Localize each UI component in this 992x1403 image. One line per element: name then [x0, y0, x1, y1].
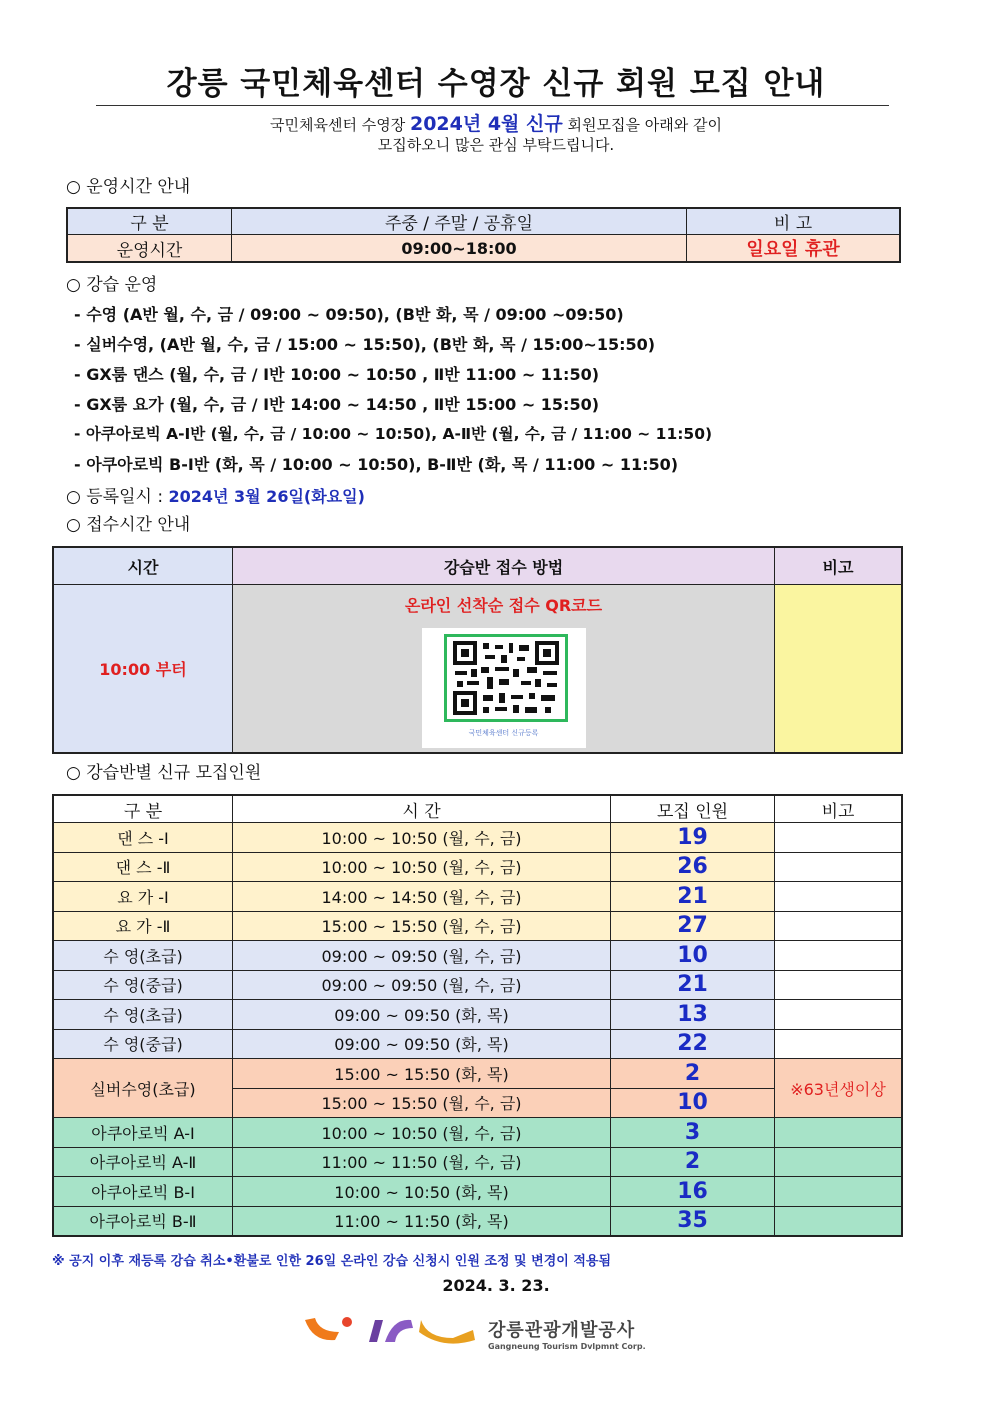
hours-note: 일요일 휴관	[687, 235, 901, 263]
qr-card[interactable]	[422, 628, 586, 748]
table-row	[53, 823, 902, 853]
class-time: 09:00 ~ 09:50 (월, 수, 금)	[233, 970, 611, 1000]
class-name: 댄 스 -Ⅱ	[53, 852, 233, 882]
class-name: 아쿠아로빅 A-Ⅱ	[53, 1147, 233, 1177]
intro-pre: 국민체육센터 수영장	[270, 116, 410, 134]
reception-header-note: 비고	[775, 547, 903, 585]
intro-text	[0, 114, 992, 155]
footnote-text: ※ 공지 이후 재등록 강습 취소•환불로 인한 26일 온라인 강습 신청시 인원 조정 및 변경이 적용됨	[52, 1254, 612, 1269]
class-count: 26	[611, 852, 775, 882]
recruit-header-note: 비고	[775, 795, 903, 823]
registration-date: 2024년 3월 26일(화요일)	[168, 487, 365, 506]
class-name: 아쿠아로빅 B-Ⅱ	[53, 1206, 233, 1236]
company-logo-icon	[303, 1312, 483, 1348]
class-count: 21	[611, 970, 775, 1000]
class-count: 13	[611, 1000, 775, 1030]
hours-time: 09:00~18:00	[232, 235, 687, 263]
hours-label: 운영시간	[67, 235, 232, 263]
table-row	[53, 1177, 902, 1207]
reception-header-time: 시간	[53, 547, 233, 585]
class-note	[775, 823, 903, 853]
class-note	[775, 911, 903, 941]
class-count: 2	[611, 1147, 775, 1177]
class-note	[775, 941, 903, 971]
hours-header-category: 구 분	[67, 208, 232, 235]
reception-method: 온라인 선착순 접수 QR코드	[404, 596, 603, 615]
class-name: 댄 스 -Ⅰ	[53, 823, 233, 853]
class-time: 14:00 ~ 14:50 (월, 수, 금)	[233, 882, 611, 912]
class-name: 아쿠아로빅 B-Ⅰ	[53, 1177, 233, 1207]
table-row	[53, 1206, 902, 1236]
table-row	[53, 1059, 902, 1089]
class-time: 10:00 ~ 10:50 (월, 수, 금)	[233, 1118, 611, 1148]
class-count: 27	[611, 911, 775, 941]
class-count: 35	[611, 1206, 775, 1236]
table-row	[53, 1118, 902, 1148]
reception-note	[775, 585, 903, 754]
class-count: 2	[611, 1059, 775, 1089]
class-count: 16	[611, 1177, 775, 1207]
class-name: 수 영(중급)	[53, 970, 233, 1000]
table-row	[53, 1029, 902, 1059]
notice-date: 2024. 3. 23.	[442, 1276, 550, 1295]
class-time: 11:00 ~ 11:50 (화, 목)	[233, 1206, 611, 1236]
recruit-header-category: 구 분	[53, 795, 233, 823]
company-name: 강릉관광개발공사	[488, 1320, 636, 1341]
table-row	[53, 970, 902, 1000]
table-row	[53, 852, 902, 882]
class-line: - 아쿠아로빅 B-Ⅰ반 (화, 목 / 10:00 ~ 10:50), B-Ⅱ반 (화, 목 / 11:00 ~ 11:50)	[74, 455, 679, 474]
class-line: - GX룸 댄스 (월, 수, 금 / Ⅰ반 10:00 ~ 10:50 , Ⅱ반 11:00 ~ 11:50)	[74, 365, 600, 384]
footnote	[52, 1250, 611, 1269]
class-note	[775, 1177, 903, 1207]
table-row	[53, 911, 902, 941]
class-time: 15:00 ~ 15:50 (월, 수, 금)	[233, 1088, 611, 1118]
recruit-header-count: 모집 인원	[611, 795, 775, 823]
class-name: 요 가 -Ⅰ	[53, 882, 233, 912]
silver-note: ※63년생이상	[775, 1059, 903, 1118]
class-line: - 실버수영, (A반 월, 수, 금 / 15:00 ~ 15:50), (B반 화, 목 / 15:00~15:50)	[74, 335, 656, 354]
registration-label: ○ 등록일시 :	[66, 487, 169, 507]
reception-table	[52, 546, 903, 754]
class-count: 10	[611, 1088, 775, 1118]
class-time: 09:00 ~ 09:50 (월, 수, 금)	[233, 941, 611, 971]
section-reception-heading: ○ 접수시간 안내	[66, 515, 191, 535]
class-time: 15:00 ~ 15:50 (월, 수, 금)	[233, 911, 611, 941]
page-title: 강릉 국민체육센터 수영장 신규 회원 모집 안내	[166, 66, 826, 102]
reception-time: 10:00 부터	[53, 585, 233, 754]
class-count: 19	[611, 823, 775, 853]
intro-line2: 모집하오니 많은 관심 부탁드립니다.	[377, 136, 615, 154]
title-divider	[96, 105, 889, 106]
class-note	[775, 1029, 903, 1059]
class-note	[775, 970, 903, 1000]
class-time: 09:00 ~ 09:50 (화, 목)	[233, 1029, 611, 1059]
class-name: 수 영(초급)	[53, 1000, 233, 1030]
table-row	[53, 882, 902, 912]
class-line: - 아쿠아로빅 A-Ⅰ반 (월, 수, 금 / 10:00 ~ 10:50), A-Ⅱ반 (월, 수, 금 / 11:00 ~ 11:50)	[74, 425, 713, 443]
class-count: 3	[611, 1118, 775, 1148]
qr-code-icon	[444, 634, 568, 722]
class-line: - GX룸 요가 (월, 수, 금 / Ⅰ반 14:00 ~ 14:50 , Ⅱ반 15:00 ~ 15:50)	[74, 395, 600, 414]
class-time: 15:00 ~ 15:50 (화, 목)	[233, 1059, 611, 1089]
hours-header-note: 비 고	[687, 208, 901, 235]
company-subtitle: Gangneung Tourism Dvlpmnt Corp.	[488, 1342, 646, 1351]
hours-header-time: 주중 / 주말 / 공휴일	[232, 208, 687, 235]
class-note	[775, 1000, 903, 1030]
intro-highlight: 2024년 4월 신규	[409, 113, 563, 135]
class-time: 10:00 ~ 10:50 (월, 수, 금)	[233, 852, 611, 882]
hours-table	[66, 207, 901, 263]
class-note	[775, 1147, 903, 1177]
registration-line	[66, 482, 365, 507]
qr-caption: 국민체육센터 신규등록	[468, 729, 539, 737]
class-name: 수 영(초급)	[53, 941, 233, 971]
recruit-table	[52, 794, 903, 1237]
company-logo	[488, 1316, 646, 1351]
table-row	[53, 1147, 902, 1177]
table-row	[53, 1000, 902, 1030]
class-name: 실버수영(초급)	[53, 1059, 233, 1118]
class-time: 10:00 ~ 10:50 (화, 목)	[233, 1177, 611, 1207]
class-name: 수 영(중급)	[53, 1029, 233, 1059]
reception-method-cell	[233, 585, 775, 754]
reception-header-method: 강습반 접수 방법	[233, 547, 775, 585]
intro-post: 회원모집을 아래와 같이	[562, 116, 722, 134]
section-classes-heading: ○ 강습 운영	[66, 275, 158, 295]
class-line: - 수영 (A반 월, 수, 금 / 09:00 ~ 09:50), (B반 화, 목 / 09:00 ~09:50)	[74, 305, 624, 324]
table-row	[53, 941, 902, 971]
class-name: 요 가 -Ⅱ	[53, 911, 233, 941]
class-note	[775, 1206, 903, 1236]
class-time: 11:00 ~ 11:50 (월, 수, 금)	[233, 1147, 611, 1177]
class-note	[775, 882, 903, 912]
class-note	[775, 1118, 903, 1148]
section-hours-heading: ○ 운영시간 안내	[66, 177, 191, 197]
class-note	[775, 852, 903, 882]
class-time: 10:00 ~ 10:50 (월, 수, 금)	[233, 823, 611, 853]
section-recruit-heading: ○ 강습반별 신규 모집인원	[66, 763, 262, 783]
class-count: 10	[611, 941, 775, 971]
class-count: 22	[611, 1029, 775, 1059]
recruit-header-time: 시 간	[233, 795, 611, 823]
class-name: 아쿠아로빅 A-Ⅰ	[53, 1118, 233, 1148]
class-count: 21	[611, 882, 775, 912]
class-time: 09:00 ~ 09:50 (화, 목)	[233, 1000, 611, 1030]
